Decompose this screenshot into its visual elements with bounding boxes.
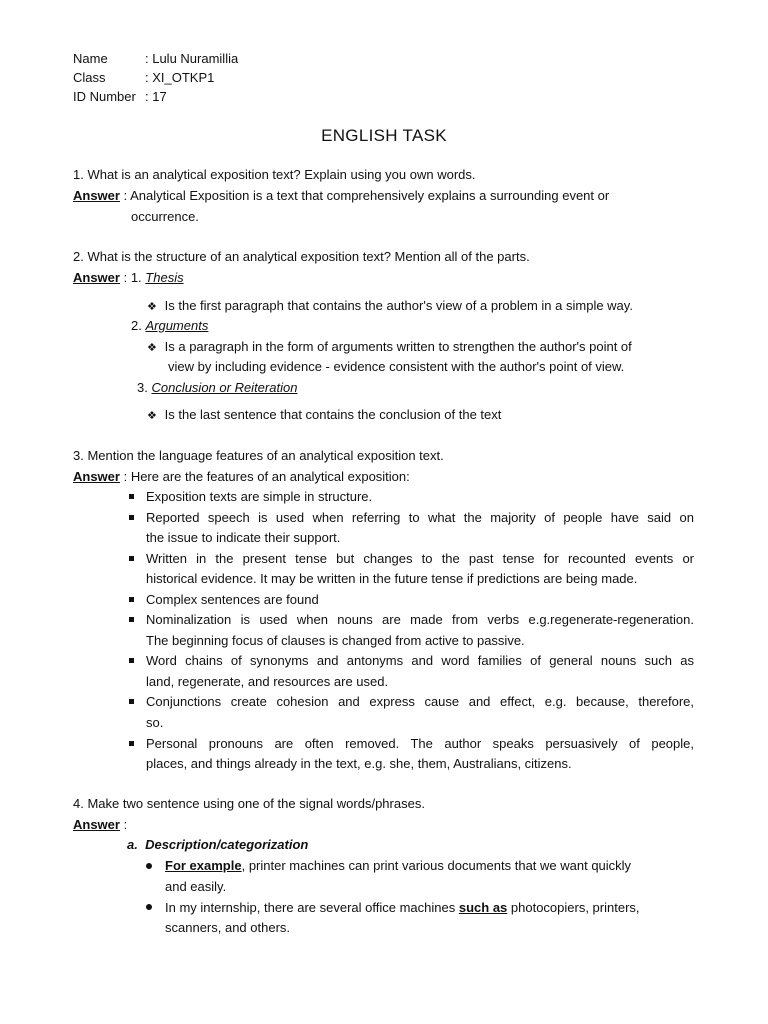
- part-2-desc-line2: view by including evidence - evidence consistent with the author's point of view.: [168, 359, 625, 374]
- diamond-bullet-icon: ❖: [147, 342, 157, 354]
- part-3-num: 3.: [137, 380, 148, 395]
- answer-label: Answer: [73, 469, 120, 484]
- feature-6-line1: Word chains of synonyms and antonyms and word families of general nouns such as: [146, 653, 694, 668]
- answer-1-line2: occurrence.: [131, 209, 199, 224]
- question-2: 2. What is the structure of an analytical exposition text? Mention all of the parts.: [73, 249, 530, 264]
- feature-7-line1: Conjunctions create cohesion and express cause and effect, e.g. because, therefore,: [146, 694, 694, 709]
- signal-phrase-such-as: such as: [458, 900, 508, 915]
- page-title: ENGLISH TASK: [321, 126, 447, 145]
- answer-3-intro: [73, 468, 410, 486]
- part-2-desc-line1: ❖ Is a paragraph in the form of arguments written to strengthen the author's point of: [147, 338, 632, 357]
- answer-label: Answer: [73, 188, 120, 203]
- part-1-name: Thesis: [145, 270, 184, 285]
- square-bullet-icon: [129, 741, 134, 746]
- sub-title: Description/categorization: [145, 837, 309, 852]
- feature-5-line2: The beginning focus of clauses is changed from active to passive.: [146, 633, 525, 648]
- sentence-1-rest: , printer machines can print various documents that we want quickly: [241, 858, 632, 873]
- sub-heading: [127, 836, 308, 854]
- square-bullet-icon: [129, 658, 134, 663]
- part-1-num: 1.: [130, 270, 142, 285]
- feature-3-line1: Written in the present tense but changes to the past tense for recounted events or: [146, 551, 694, 566]
- question-3: 3. Mention the language features of an analytical exposition text.: [73, 448, 444, 463]
- part-2-name: Arguments: [145, 318, 209, 333]
- feature-4: Complex sentences are found: [146, 592, 319, 607]
- feature-5-line1: Nominalization is used when nouns are made from verbs e.g.regenerate-regeneration.: [146, 612, 694, 627]
- part-2-num: 2.: [131, 318, 142, 333]
- answer-label: Answer: [73, 817, 120, 832]
- round-bullet-icon: [146, 904, 152, 910]
- answer-2-part-2: [131, 317, 208, 335]
- part-1-desc: ❖ Is the first paragraph that contains the author's view of a problem in a simple way.: [147, 297, 633, 316]
- feature-8-line1: Personal pronouns are often removed. The author speaks persuasively of people,: [146, 736, 694, 751]
- signal-phrase-for-example: For example: [165, 858, 242, 873]
- answer-2-part-1: Answer : 1. Thesis: [73, 270, 184, 285]
- sentence-1-line2: and easily.: [165, 879, 227, 894]
- question-1: 1. What is an analytical exposition text? Explain using you own words.: [73, 167, 476, 182]
- part-3-desc: ❖ Is the last sentence that contains the conclusion of the text: [147, 406, 501, 425]
- feature-2-line1: Reported speech is used when referring to what the majority of people have said on: [146, 510, 694, 525]
- square-bullet-icon: [129, 556, 134, 561]
- answer-1-text: : Analytical Exposition is a text that comprehensively explains a surrounding event or: [123, 188, 610, 203]
- diamond-bullet-icon: ❖: [147, 410, 157, 422]
- feature-6-line2: land, regenerate, and resources are used.: [146, 674, 389, 689]
- answer-2-part-3: [137, 379, 297, 397]
- sentence-1-line1: [165, 857, 694, 875]
- feature-3-line2: historical evidence. It may be written in the future tense if predictions are being made.: [146, 571, 638, 586]
- feature-8-line2: places, and things already in the text, e.g. she, them, Australians, citizens.: [146, 756, 572, 771]
- class-label: Class: [73, 70, 106, 85]
- sentence-2-line1: In my internship, there are several office machines such as photocopiers, printers,: [165, 900, 640, 915]
- square-bullet-icon: [129, 699, 134, 704]
- square-bullet-icon: [129, 494, 134, 499]
- square-bullet-icon: [129, 597, 134, 602]
- answer-4: Answer :: [73, 817, 128, 832]
- id-value: : 17: [145, 89, 167, 104]
- answer-3-intro-text: : Here are the features of an analytical exposition:: [123, 469, 410, 484]
- sentence-2-line2: scanners, and others.: [165, 920, 291, 935]
- feature-1: Exposition texts are simple in structure.: [146, 489, 373, 504]
- square-bullet-icon: [129, 515, 134, 520]
- class-value: : XI_OTKP1: [145, 70, 215, 85]
- answer-label: Answer: [73, 270, 120, 285]
- sub-label: a.: [127, 837, 138, 852]
- name-value: : Lulu Nuramillia: [145, 51, 239, 66]
- feature-7-line2: so.: [146, 715, 164, 730]
- question-4: 4. Make two sentence using one of the signal words/phrases.: [73, 796, 425, 811]
- square-bullet-icon: [129, 617, 134, 622]
- id-label: ID Number: [73, 89, 136, 104]
- answer-1-line1: [73, 187, 609, 205]
- round-bullet-icon: [146, 863, 152, 869]
- name-label: Name: [73, 51, 108, 66]
- feature-2-line2: the issue to indicate their support.: [146, 530, 341, 545]
- part-3-name: Conclusion or Reiteration: [151, 380, 298, 395]
- diamond-bullet-icon: ❖: [147, 301, 157, 313]
